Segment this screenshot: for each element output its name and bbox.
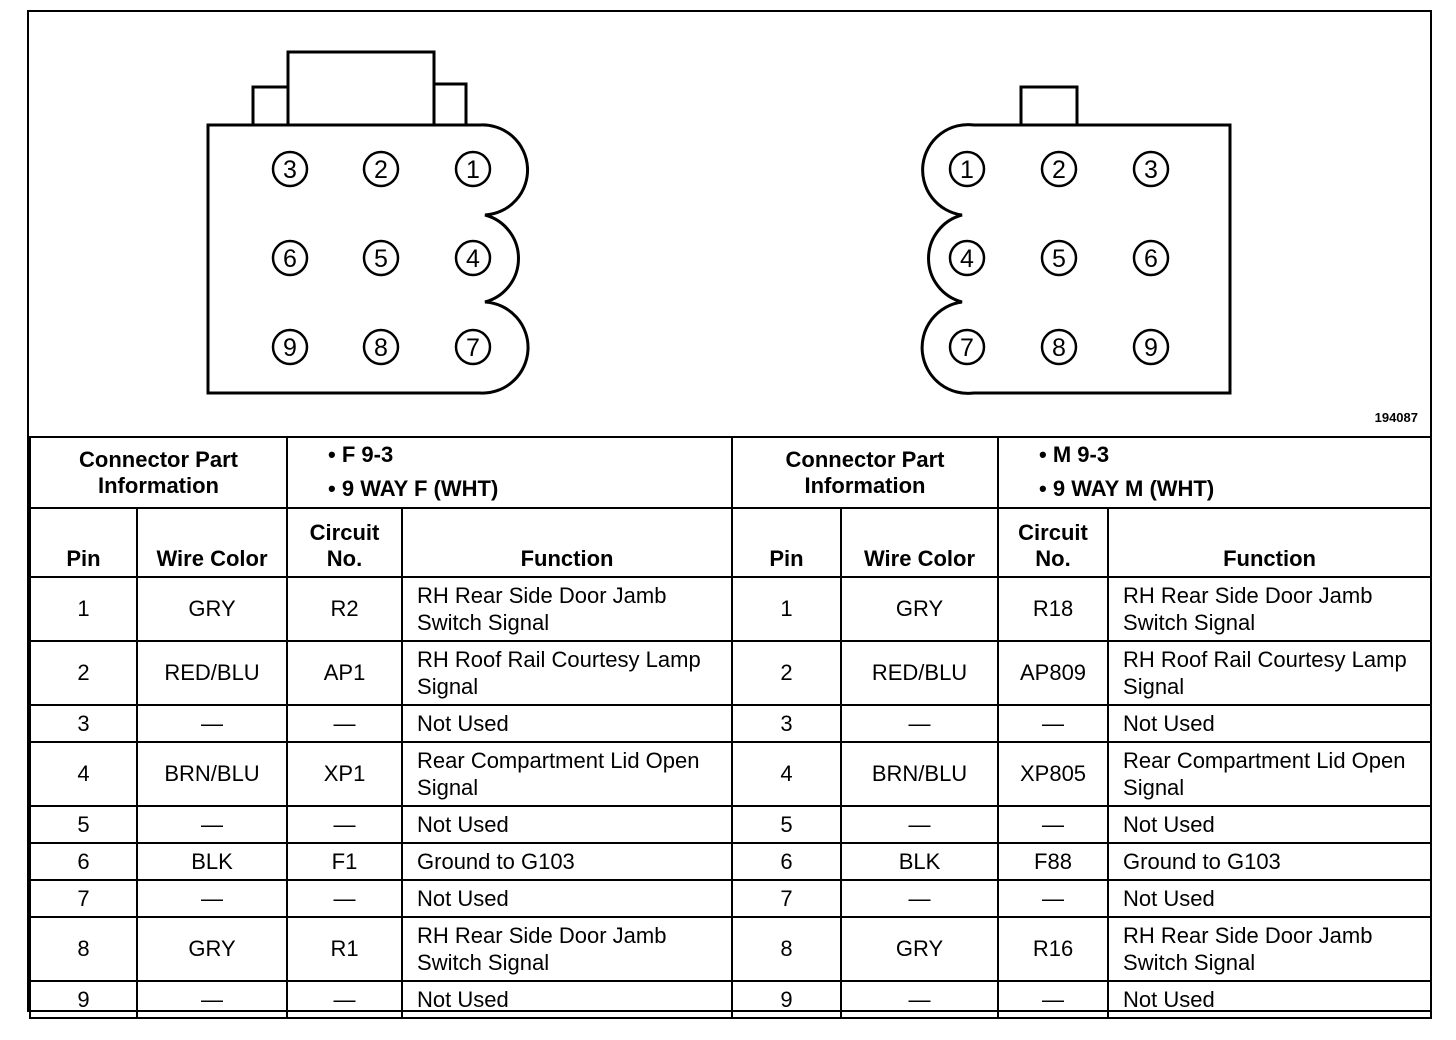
circuit-cell: AP1 xyxy=(287,641,402,705)
left-pin-grid xyxy=(273,152,490,364)
connector-info-label: Connector Part Information xyxy=(732,437,998,508)
pin-cell: 2 xyxy=(30,641,137,705)
header-pin: Pin xyxy=(732,508,841,577)
pin-number: 9 xyxy=(1144,334,1158,362)
pin-number: 8 xyxy=(1052,334,1066,362)
header-wire-color: Wire Color xyxy=(841,508,998,577)
circuit-cell: — xyxy=(998,806,1108,843)
circuit-cell: — xyxy=(287,705,402,742)
function-cell: Ground to G103 xyxy=(402,843,732,880)
info-line: • M 9-3 xyxy=(1039,442,1110,467)
header-function: Function xyxy=(1108,508,1431,577)
table-row xyxy=(30,705,732,742)
function-cell: Not Used xyxy=(1108,806,1431,843)
left-connector xyxy=(208,52,528,393)
wire-color-cell: GRY xyxy=(841,577,998,641)
pin-number: 9 xyxy=(283,334,297,362)
circuit-cell: F88 xyxy=(998,843,1108,880)
pin-cell: 5 xyxy=(732,806,841,843)
function-cell: Not Used xyxy=(1108,981,1431,1018)
table-row xyxy=(732,843,1431,880)
function-cell: Not Used xyxy=(402,705,732,742)
header-wire-color: Wire Color xyxy=(137,508,287,577)
table-row xyxy=(732,577,1431,641)
table-row xyxy=(732,880,1431,917)
function-cell: Not Used xyxy=(1108,880,1431,917)
pin-cell: 6 xyxy=(30,843,137,880)
table-row xyxy=(30,742,732,806)
pin-cell: 1 xyxy=(732,577,841,641)
pin-cell: 8 xyxy=(732,917,841,981)
circuit-cell: — xyxy=(998,981,1108,1018)
function-cell: RH Roof Rail Courtesy Lamp Signal xyxy=(402,641,732,705)
wire-color-cell: GRY xyxy=(137,577,287,641)
function-cell: Not Used xyxy=(402,806,732,843)
wire-color-cell: — xyxy=(841,806,998,843)
header-circuit: Circuit No. xyxy=(998,508,1108,577)
circuit-cell: R2 xyxy=(287,577,402,641)
circuit-cell: — xyxy=(998,880,1108,917)
pin-number: 5 xyxy=(374,245,388,273)
circuit-cell: F1 xyxy=(287,843,402,880)
right-connector-tab xyxy=(1021,87,1077,125)
circuit-cell: R16 xyxy=(998,917,1108,981)
pin-cell: 1 xyxy=(30,577,137,641)
connector-info-row xyxy=(732,437,1431,508)
table-row xyxy=(30,917,732,981)
wire-color-cell: — xyxy=(841,705,998,742)
table-row xyxy=(732,806,1431,843)
pin-number: 2 xyxy=(374,156,388,184)
table-row xyxy=(30,806,732,843)
pin-cell: 2 xyxy=(732,641,841,705)
info-line: • F 9-3 xyxy=(328,442,394,467)
pin-number: 5 xyxy=(1052,245,1066,273)
pin-cell: 6 xyxy=(732,843,841,880)
wire-color-cell: — xyxy=(137,981,287,1018)
table-row xyxy=(732,742,1431,806)
circuit-cell: — xyxy=(287,806,402,843)
pin-number: 6 xyxy=(1144,245,1158,273)
circuit-cell: R1 xyxy=(287,917,402,981)
header-function: Function xyxy=(402,508,732,577)
connector-diagram xyxy=(29,12,1430,436)
pin-cell: 9 xyxy=(732,981,841,1018)
pin-cell: 3 xyxy=(30,705,137,742)
wire-color-cell: RED/BLU xyxy=(841,641,998,705)
table-row xyxy=(30,981,732,1018)
left-connector-body xyxy=(208,125,528,393)
circuit-cell: — xyxy=(998,705,1108,742)
circuit-cell: — xyxy=(287,880,402,917)
pin-number: 7 xyxy=(960,334,974,362)
function-cell: RH Rear Side Door Jamb Switch Signal xyxy=(402,917,732,981)
pin-number: 1 xyxy=(960,156,974,184)
pinout-tables xyxy=(29,436,1430,1010)
table-row xyxy=(732,917,1431,981)
circuit-cell: XP805 xyxy=(998,742,1108,806)
connector-sheet xyxy=(27,10,1432,1012)
connector-info-label: Connector Part Information xyxy=(30,437,287,508)
wire-color-cell: GRY xyxy=(841,917,998,981)
connector-drawings xyxy=(29,12,1430,436)
function-cell: RH Rear Side Door Jamb Switch Signal xyxy=(402,577,732,641)
header-circuit: Circuit No. xyxy=(287,508,402,577)
connector-info-row xyxy=(30,437,732,508)
info-line: • 9 WAY M (WHT) xyxy=(1039,476,1215,501)
table-header-row xyxy=(30,508,732,577)
connector-info-bullets xyxy=(287,437,732,508)
wire-color-cell: RED/BLU xyxy=(137,641,287,705)
circuit-cell: XP1 xyxy=(287,742,402,806)
circuit-cell: — xyxy=(287,981,402,1018)
function-cell: Ground to G103 xyxy=(1108,843,1431,880)
pin-cell: 3 xyxy=(732,705,841,742)
function-cell: Not Used xyxy=(402,981,732,1018)
wire-color-cell: — xyxy=(137,806,287,843)
left-table-body xyxy=(30,577,732,1018)
wire-color-cell: BRN/BLU xyxy=(137,742,287,806)
pin-number: 6 xyxy=(283,245,297,273)
pin-cell: 5 xyxy=(30,806,137,843)
table-row xyxy=(30,577,732,641)
pin-number: 4 xyxy=(466,245,480,273)
pin-cell: 7 xyxy=(732,880,841,917)
circuit-cell: AP809 xyxy=(998,641,1108,705)
pin-number: 8 xyxy=(374,334,388,362)
right-pinout-table xyxy=(731,436,1430,1010)
right-table-body xyxy=(732,577,1431,1018)
circuit-cell: R18 xyxy=(998,577,1108,641)
table-row xyxy=(30,843,732,880)
pin-cell: 4 xyxy=(30,742,137,806)
connector-info-bullets xyxy=(998,437,1431,508)
pin-number: 2 xyxy=(1052,156,1066,184)
left-pinout-table xyxy=(29,436,731,1010)
function-cell: Rear Compartment Lid Open Signal xyxy=(1108,742,1431,806)
table-header-row xyxy=(732,508,1431,577)
table-row xyxy=(732,981,1431,1018)
table-row xyxy=(732,641,1431,705)
wire-color-cell: — xyxy=(137,705,287,742)
pin-number: 1 xyxy=(466,156,480,184)
wire-color-cell: BLK xyxy=(137,843,287,880)
header-pin: Pin xyxy=(30,508,137,577)
function-cell: RH Roof Rail Courtesy Lamp Signal xyxy=(1108,641,1431,705)
pin-cell: 9 xyxy=(30,981,137,1018)
table-row xyxy=(30,880,732,917)
pin-number: 3 xyxy=(283,156,297,184)
info-line: • 9 WAY F (WHT) xyxy=(328,476,499,501)
pin-cell: 7 xyxy=(30,880,137,917)
pin-number: 7 xyxy=(466,334,480,362)
function-cell: RH Rear Side Door Jamb Switch Signal xyxy=(1108,917,1431,981)
function-cell: Not Used xyxy=(1108,705,1431,742)
wire-color-cell: — xyxy=(841,981,998,1018)
wire-color-cell: BRN/BLU xyxy=(841,742,998,806)
pin-cell: 4 xyxy=(732,742,841,806)
wire-color-cell: BLK xyxy=(841,843,998,880)
figure-id: 194087 xyxy=(1374,410,1418,425)
table-row xyxy=(732,705,1431,742)
wire-color-cell: — xyxy=(137,880,287,917)
wire-color-cell: GRY xyxy=(137,917,287,981)
table-row xyxy=(30,641,732,705)
function-cell: Rear Compartment Lid Open Signal xyxy=(402,742,732,806)
function-cell: RH Rear Side Door Jamb Switch Signal xyxy=(1108,577,1431,641)
pin-number: 4 xyxy=(960,245,974,273)
pin-cell: 8 xyxy=(30,917,137,981)
function-cell: Not Used xyxy=(402,880,732,917)
pin-number: 3 xyxy=(1144,156,1158,184)
wire-color-cell: — xyxy=(841,880,998,917)
right-pin-grid xyxy=(950,152,1168,364)
